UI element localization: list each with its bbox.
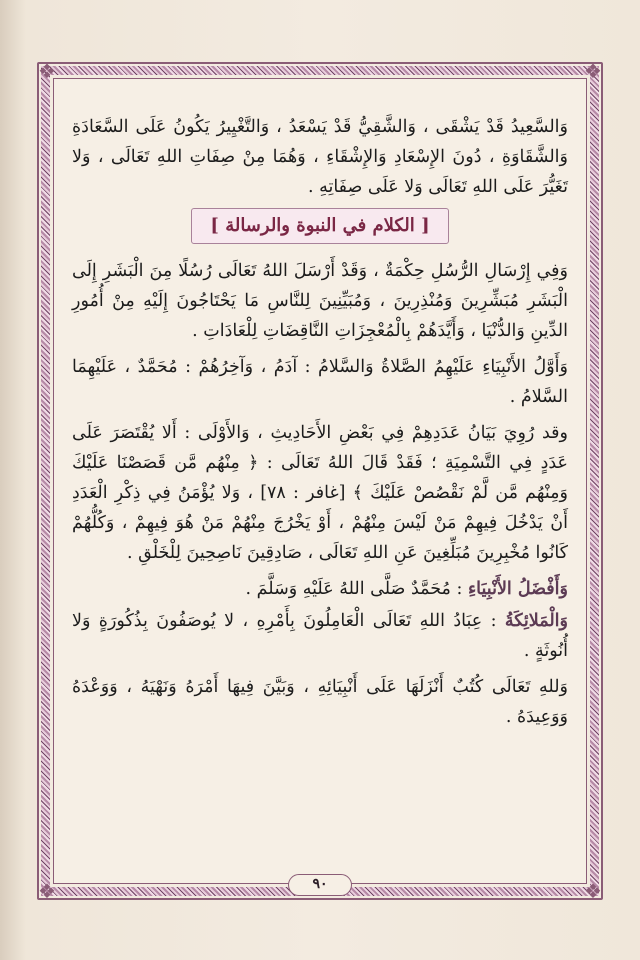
paragraph-happiness: وَالسَّعِيدُ قَدْ يَشْقَى ، وَالشَّقِيُّ قَدْ يَسْعَدُ ، وَالتَّغْيِيرُ يَكُونُ عَلَى السَّعَادَةِ وَالشَّقَاوَةِ ، دُونَ الإِسْعَادِ وَالإِشْقَاءِ ، وَهُمَا مِنْ صِفَاتِ اللهِ تَعَالَى ، وَلا تَغَيُّرَ عَلَى اللهِ تَعَالَى وَلا عَلَى صِفَاتِهِ .: [72, 117, 568, 197]
paragraph-best-prophet: [72, 574, 568, 604]
angels-text: : عِبَادُ اللهِ تَعَالَى الْعَامِلُونَ بِأَمْرِهِ ، لا يُوصَفُونَ بِذُكُورَةٍ وَلا أُنُوثَةٍ .: [72, 611, 568, 661]
page-number: ٩٠: [288, 874, 352, 896]
section-heading: [72, 208, 568, 244]
best-prophet-text: : مُحَمَّدٌ صَلَّى اللهُ عَلَيْهِ وَسَلَّمَ .: [245, 579, 468, 599]
section-heading-label: [ الكلام في النبوة والرسالة ]: [191, 208, 448, 244]
paragraph-angels: [72, 606, 568, 666]
corner-ornament-icon: ❖: [584, 59, 602, 83]
paragraph-first-last-prophet: وَأَوَّلُ الأَنْبِيَاءِ عَلَيْهِمُ الصَّلاةُ وَالسَّلامُ : آدَمُ ، وَآخِرُهُمْ : مُحَمَّدٌ ، عَلَيْهِمَا السَّلامُ .: [72, 357, 568, 407]
angels-lead: وَالْمَلائِكَةُ: [504, 611, 568, 631]
corner-ornament-icon: ❖: [38, 879, 56, 903]
paragraph-messengers: وَفِي إِرْسَالِ الرُّسُلِ حِكْمَةٌ ، وَقَدْ أَرْسَلَ اللهُ تَعَالَى رُسُلًا مِنَ الْبَشَرِ إِلَى الْبَشَرِ مُبَشِّرِينَ وَمُنْذِرِينَ ، وَمُبَيِّنِينَ لِلنَّاسِ مَا يَحْتَاجُونَ إِلَيْهِ مِنْ أُمُورِ الدِّينِ وَالدُّنْيَا ، وَأَيَّدَهُمْ بِالْمُعْجِزَاتِ النَّاقِضَاتِ لِلْعَادَاتِ .: [72, 261, 568, 341]
corner-ornament-icon: ❖: [584, 879, 602, 903]
paragraph-books: وَللهِ تَعَالَى كُتُبٌ أَنْزَلَهَا عَلَى أَنْبِيَائِهِ ، وَبَيَّنَ فِيهَا أَمْرَهُ وَنَهْيَهُ ، وَوَعْدَهُ وَوَعِيدَهُ .: [72, 677, 568, 727]
corner-ornament-icon: ❖: [38, 59, 56, 83]
best-prophet-lead: وَأَفْضَلُ الأَنْبِيَاءِ: [467, 579, 568, 599]
paragraph-number-of-prophets: وقد رُوِيَ بَيَانُ عَدَدِهِمْ فِي بَعْضِ الأَحَادِيثِ ، وَالأَوْلَى : أَلا يُقْتَصَرَ عَلَى عَدَدٍ فِي التَّسْمِيَةِ ؛ فَقَدْ قَالَ اللهُ تَعَالَى : ﴿ مِنْهُم مَّن قَصَصْنَا عَلَيْكَ وَمِنْهُم مَّن لَّمْ نَقْصُصْ عَلَيْكَ ﴾ [غافر : ٧٨] ، وَلا يُؤْمَنُ فِي ذِكْرِ الْعَدَدِ أَنْ يَدْخُلَ فِيهِمْ مَنْ لَيْسَ مِنْهُمْ ، أَوْ يَخْرُجَ مِنْهُمْ مَنْ هُوَ فِيهِمْ ، وَكُلُّهُمْ كَانُوا مُخْبِرِينَ مُبَلِّغِينَ عَنِ اللهِ تَعَالَى ، صَادِقِينَ نَاصِحِينَ لِلْخَلْقِ .: [72, 423, 568, 563]
page-text: [72, 112, 568, 738]
